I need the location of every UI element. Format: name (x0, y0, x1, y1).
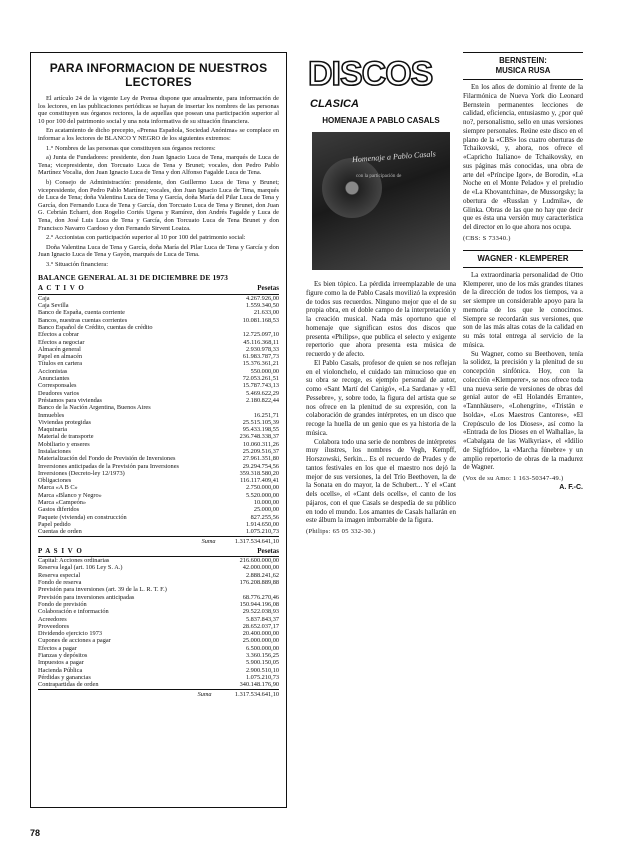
page-number: 78 (30, 828, 41, 838)
activo-item-label: Gastos diferidos (38, 506, 80, 514)
activo-row (38, 302, 279, 309)
pasivo-item-value: 42.000.000,00 (242, 564, 279, 572)
activo-row (38, 470, 279, 477)
activo-item-label: Efectos a negociar (38, 338, 85, 346)
activo-total-value: 1.317.534.641,10 (222, 536, 279, 545)
pasivo-table (38, 548, 279, 698)
activo-row (38, 360, 279, 367)
pasivo-item-label: Pérdidas y ganancias (38, 673, 91, 681)
activo-item-value: 550.000,00 (250, 367, 279, 375)
activo-item-value: 1.914.650,00 (245, 520, 279, 528)
pasivo-item-label: Previsión para inversiones (art. 39 de la L. R. T. F.) (38, 586, 167, 594)
pasivo-item-label: Reserva legal (art. 106 Ley S. A.) (38, 564, 123, 572)
activo-item-value: 236.748.338,37 (239, 433, 279, 441)
pasivo-row (38, 616, 279, 623)
activo-row (38, 455, 279, 462)
activo-item-label: Instalaciones (38, 448, 71, 455)
pasivo-item-label: Proveedores (38, 622, 70, 630)
activo-item-label: Inversiones anticipadas de la Previsión para Inversiones (38, 462, 179, 470)
bernstein-reference: (CBS: S 73340.) (463, 234, 511, 242)
activo-item-value: 10.000,00 (253, 499, 279, 507)
pasivo-item-label: Colaboración e información (38, 608, 109, 616)
pasivo-item-label: Efectos a pagar (38, 644, 77, 652)
pasivo-item-label: Fondo de previsión (38, 600, 87, 608)
activo-item-value: 5.520.000,00 (245, 491, 279, 499)
pasivo-item-value: 5.900.150,05 (245, 659, 279, 667)
activo-item-label: Caja Sevilla (38, 302, 69, 310)
activo-item-value: 10.081.168,53 (242, 316, 279, 324)
activo-item-label: Papel pedido (38, 520, 71, 528)
pasivo-row (38, 674, 279, 681)
activo-item-value: 116.117.409,41 (240, 477, 279, 485)
activo-item-label: Corresponsales (38, 382, 77, 390)
activo-item-value: 25.209.516,37 (242, 448, 279, 455)
activo-item-value: 4.267.926,00 (245, 294, 279, 302)
activo-row (38, 346, 279, 353)
activo-item-value (222, 324, 279, 331)
pasivo-item-label: Fondo de reserva (38, 579, 82, 587)
pasivo-item-label: Reserva especial (38, 571, 81, 579)
activo-row (38, 492, 279, 499)
category-label: CLASICA (310, 98, 359, 110)
pasivo-item-label: Cupones de acciones a pagar (38, 637, 111, 645)
pasivo-item-value: 2.888.241,62 (245, 571, 279, 579)
activo-item-label: Maquinaria (38, 426, 68, 434)
pasivo-item-label: Capital: Acciones ordinarias (38, 557, 110, 565)
activo-item-value: 95.433.198,55 (242, 426, 279, 434)
activo-row (38, 499, 279, 506)
activo-row (38, 339, 279, 346)
pasivo-row (38, 659, 279, 666)
pasivo-item-label: Hacienda Pública (38, 666, 83, 674)
bernstein-heading-line1: BERNSTEIN: (499, 56, 547, 65)
activo-item-label: Accionistas (38, 367, 68, 375)
currency-label: Pesetas (218, 548, 279, 557)
activo-item-value: 1.559.340,50 (245, 302, 279, 310)
activo-item-label: Anunciantes (38, 375, 70, 383)
pasivo-item-label: Contrapartidas de orden (38, 681, 99, 689)
activo-item-value: 15.787.743,13 (242, 382, 279, 390)
article-paragraph: El Pablo Casals, profesor de quien se nos reflejan en el violonchelo, el cuidado tan minucioso que en su obra se recoge, es ejemplo personal de autor, como «Sant Martí del Canigó», «La Sardana» y «El Pessebre», y, sobre todo, la figura del artista que se nos ofrece en la plenitud de su expresión, con la colaboración de grandes intérpretes, en un disco que recoge la huella de un genio que es ya historia de la música. (306, 358, 456, 437)
activo-row (38, 484, 279, 491)
article-paragraph: Es bien tópico. La pérdida irreemplazable de una figure como la de Pablo Casals movilizó la expresión de todos sus recuerdos. Ninguno mejor que el de su propia obra, en el doble campo de la interpretación y la creación musical. Nada más oportuno que el homenaje que significan estos dos discos que presenta «Philips», que publica el selecto y exigente repertorio que ahora presenta esta música de recuerdo y de afecto. (306, 280, 456, 358)
pasivo-item-value: 29.522.038,93 (242, 608, 279, 616)
author-signature: A. F.-C. (559, 484, 583, 491)
album-cover-subtitle: con la participación de (356, 174, 402, 179)
activo-item-label: Banco Español de Crédito, cuentas de crédito (38, 323, 153, 331)
pasivo-total-label: Suma (38, 689, 218, 698)
activo-row (38, 477, 279, 484)
activo-item-value: 29.294.754,56 (242, 462, 279, 470)
activo-item-label: Marca «Blanco y Negro» (38, 491, 102, 499)
pasivo-item-value: 176.208.889,88 (239, 579, 279, 587)
activo-row (38, 506, 279, 513)
pasivo-item-value: 340.148.176,90 (239, 681, 279, 689)
activo-row (38, 463, 279, 470)
activo-item-value: 72.053.261,51 (242, 375, 279, 383)
pasivo-item-label: Dividendo ejercicio 1973 (38, 630, 102, 638)
activo-item-label: Bancos, nuestras cuentas corrientes (38, 316, 128, 324)
activo-item-label: Marca «Campeón» (38, 499, 87, 507)
activo-item-value: 2.180.822,44 (245, 396, 279, 404)
activo-item-value: 45.116.368,11 (243, 338, 279, 346)
bernstein-heading-line2: MUSICA RUSA (495, 66, 551, 75)
pasivo-item-value: 150.944.196,08 (239, 600, 279, 608)
pasivo-total-value: 1.317.534.641,10 (218, 689, 279, 698)
activo-item-label: Papel en almacén (38, 353, 83, 361)
discos-logo (306, 52, 433, 93)
activo-row (38, 404, 279, 411)
activo-total-label: Suma (38, 536, 222, 545)
currency-label: Pesetas (222, 285, 279, 294)
activo-label: A C T I V O (38, 285, 222, 294)
activo-item-label: Materialización del Fondo de Previsión de Inversiones (38, 455, 176, 463)
activo-row (38, 448, 279, 455)
intro-paragraph: El artículo 24 de la vigente Ley de Prensa dispone que anualmente, para información de los lectores, en las publicaciones periódicas se hayan de insertar los nombres de las personas que constituyen sus órganos rectores, la de aquellas que posean una participación superior al 10 por 100 del patrimonio social y una nota informativa de su situación financiera. (38, 95, 279, 125)
album-cover-caption: Homenaje a Pablo Casals (351, 149, 437, 165)
pasivo-row (38, 586, 279, 593)
activo-row (38, 528, 279, 536)
activo-item-label: Paquete (vivienda) en construcción (38, 513, 127, 521)
pasivo-item-value: 25.000.000,00 (242, 637, 279, 645)
activo-item-value: 10.060.311,26 (243, 440, 279, 448)
activo-row (38, 375, 279, 382)
activo-row (38, 441, 279, 448)
pasivo-row (38, 608, 279, 615)
item-a-paragraph: a) Junta de Fundadores: presidente, don Juan Ignacio Luca de Tena, marqués de Luca de Tena; vicepresidente, don Torcuato Luca de Tena y Brunet; vocales, don Pedro Pablo Martínez Vocalia, don Juan Ignacio Luca de Tena y don Alfonso Fagalde Luca de Tena. (38, 154, 279, 177)
activo-row (38, 294, 279, 302)
activo-row (38, 324, 279, 331)
album-cover-photo (312, 132, 450, 270)
pasivo-item-label: Fianzas y depósitos (38, 652, 88, 660)
pasivo-row (38, 579, 279, 586)
pasivo-row (38, 630, 279, 637)
activo-item-value: 827.255,56 (250, 513, 279, 521)
activo-row (38, 368, 279, 375)
bernstein-heading (463, 56, 583, 76)
activo-item-value: 12.725.097,10 (242, 331, 279, 339)
activo-row (38, 397, 279, 404)
pasivo-item-value: 216.600.000,00 (239, 557, 279, 565)
pasivo-item-value: 3.360.156,25 (245, 652, 279, 660)
reviews-column (463, 52, 583, 491)
pasivo-row (38, 623, 279, 630)
item-b-paragraph: b) Consejo de Administración: presidente, don Guillermo Luca de Tena y Brunet; vicepresidente, don Pedro Pablo Martínez; vocales, don Juan Ignacio Luca de Tena, marqués de Luca de Tena; doña Valentina Luca de Tena y García, doña María del Pilar Luca de Tena y García, don Fernando Luca de Tena y García, don Torcuato Luca de Tena y Brunet, don Juan G. Cebrián Echarri, don Rogelio Cortés Ugena y Ramírez, don Andrés Fagalde y Luca de Tena, don José Luis Luca de Tena y García, don Torcuato Luca de Tena Brunet y don Francisco Navarro Cardoso y don Fernando Sirvent Loaiza. (38, 178, 279, 232)
activo-item-label: Inmuebles (38, 411, 65, 419)
activo-row (38, 382, 279, 389)
pasivo-row (38, 645, 279, 652)
activo-table (38, 285, 279, 544)
activo-row (38, 331, 279, 338)
activo-item-value: 5.469.622,29 (245, 389, 279, 397)
pasivo-row (38, 652, 279, 659)
item3-paragraph: 3.° Situación financiera: (46, 260, 109, 268)
reader-info-box (30, 52, 287, 808)
activo-row (38, 433, 279, 440)
activo-item-value: 15.376.361,21 (242, 360, 279, 368)
activo-item-label: Mobiliario y enseres (38, 440, 90, 448)
balance-title: BALANCE GENERAL AL 31 DE DICIEMBRE DE 1973 (38, 273, 229, 283)
activo-row (38, 412, 279, 419)
pasivo-item-label: Previsión para inversiones anticipadas (38, 593, 135, 601)
record-disc-icon (322, 158, 382, 218)
activo-row (38, 514, 279, 521)
reader-info-body (38, 95, 279, 268)
activo-item-value: 2.930.978,33 (245, 345, 279, 353)
pasivo-row (38, 681, 279, 689)
pasivo-item-value: 28.652.037,17 (242, 622, 279, 630)
discos-logo-text: DISCOS (308, 55, 433, 93)
article-heading: HOMENAJE A PABLO CASALS (322, 116, 440, 125)
activo-item-label: Almacén general (38, 345, 81, 353)
bernstein-paragraph: En los años de dominio al frente de la Filarmónica de Nueva York dio Leonard Bernstein permanentes lecciones de calidad, eficiencia, entusiasmo y, ¿por qué no?, personalismo, sello en unas versiones siempre personales. Reúne este disco en el plano de la «CBS» los cuatro oberturas de Tchaikovski, y, ahora, nos ofrece el «Capricho Italiano» de Tchaikovsky, en sus páginas más conocidas, una obra de arte del «Príncipe Igor», de Borodin, «La Noche en el Monte Pelado» y el preludio de «La Khovantchina», de Mussorgsky; la obertura de «Russlan y Ludmila», de Glinka. Obras de las que no hay que decir que es ésta una versión muy característica del director en lo que ahora nos ocupa. (463, 83, 583, 231)
pasivo-item-value: 6.500.000,00 (245, 644, 279, 652)
pasivo-row (38, 667, 279, 674)
activo-row (38, 419, 279, 426)
record-reference: (Philips: 65 05 332-30.) (306, 528, 376, 535)
activo-item-value: 2.750.000,00 (245, 484, 279, 492)
item2-names-paragraph: Doña Valentina Luca de Tena y García, doña María del Pilar Luca de Tena y García y don Juan Ignacio Luca de Tena y Gayón, marqués de Luca de Tena. (38, 243, 279, 259)
pasivo-row (38, 637, 279, 644)
pasivo-item-value: 68.776.270,46 (242, 593, 279, 601)
article-paragraph: Colabora todo una serie de nombres de intérpretes muy ilustres, los nombres de Vegh, Kempff, Horszowski, Serkin... Es el recuerdo de Prades y de tantos festivales en los que el maestro nos dejó la mejor de sus versiones, la del Trío Beethoven, la de la Sonata en do mayor, la de Schubert... Y el «Cant dels ocells», el «Cant dels ocells», el canto de los pájaros, con el que Casals se despedía de su público en todo el mundo. Los amantes de Casals hallarán en este álbum la imagen imborrable de la figura. (306, 437, 456, 525)
activo-item-value: 16.251,71 (253, 411, 279, 419)
activo-item-label: Banco de la Nación Argentina, Buenos Aires (38, 404, 151, 412)
activo-row (38, 521, 279, 528)
activo-item-label: Préstamos para viviendas (38, 396, 103, 404)
discos-column (306, 52, 456, 535)
item1-paragraph: 1.° Nombres de las personas que constituyen sus órganos rectores: (46, 144, 216, 152)
wagner-heading: WAGNER · KLEMPERER (477, 253, 569, 263)
activo-row (38, 309, 279, 316)
pasivo-total-row (38, 689, 279, 698)
activo-item-label: Material de transporte (38, 433, 94, 441)
activo-item-label: Obligaciones (38, 477, 72, 485)
activo-header (38, 285, 279, 294)
pasivo-row (38, 594, 279, 601)
activo-item-label: Caja (38, 294, 50, 302)
pasivo-item-value: 2.900.510,10 (245, 666, 279, 674)
pasivo-item-value (218, 586, 279, 593)
activo-item-value: 1.075.210,73 (245, 528, 279, 536)
activo-item-value: 25.000,00 (253, 506, 279, 514)
activo-item-label: Títulos en cartera (38, 360, 83, 368)
pasivo-item-value: 5.837.843,37 (245, 615, 279, 623)
activo-total-row (38, 536, 279, 545)
activo-item-label: Deudores varios (38, 389, 80, 397)
wagner-paragraph: Su Wagner, como su Beethoven, tenía la solidez, la precisión y la plenitud de su concepción sinfónica. Hoy, con la colección «Klemperer», se nos ofrece toda una nueva serie de versiones de obras del genial autor de «El Holandés Errante», «Tannhäuser», «Lohengrin», «Tristán e Isolda», «Los Maestros Cantores», «El Crepúsculo de los Dioses», así como la «Entrada de los Dioses en el Walhalla», la «Cabalgata de las Walkyrias», el «Idilio de Sigfrido», la «Marcha fúnebre» y un amplio repertorio de obras de la madurez de Wagner. (463, 349, 583, 472)
wagner-paragraph: La extraordinaria personalidad de Otto Klemperer, uno de los más grandes titanes de la dirección de todos los tiempos, va a ser siempre un considerable apoyo para la memoria de los que le conocimos. Siempre se recordarán sus versiones, que son de las más altas cotas de la calidad en su más total entrega al servicio de la música. (463, 270, 583, 349)
activo-item-value: 359.318.580,20 (239, 469, 279, 477)
pasivo-header (38, 548, 279, 557)
activo-row (38, 317, 279, 324)
pasivo-item-value: 1.075.210,73 (245, 673, 279, 681)
compliance-paragraph: En acatamiento de dicho precepto, «Prensa Española, Sociedad Anónima» se complace en informar a los lectores de BLANCO Y NEGRO de los siguientes extremos: (38, 127, 279, 142)
activo-item-label: Cuentas de orden (38, 528, 82, 536)
activo-item-label: Efectos a cobrar (38, 331, 79, 339)
pasivo-item-label: Impuestos a pagar (38, 659, 84, 667)
activo-item-value (222, 404, 279, 411)
item2-paragraph: 2.° Accionistas con participación superior al 10 por 100 del patrimonio social: (46, 234, 246, 242)
wagner-reference: (Vox de su Amo: 1 163-50347-49.) (463, 475, 564, 482)
activo-row (38, 390, 279, 397)
pasivo-label: P A S I V O (38, 548, 218, 557)
activo-item-label: Inversiones (Decreto-ley 12/1973) (38, 469, 125, 477)
activo-item-value: 27.961.351,80 (242, 455, 279, 463)
pasivo-item-label: Acreedores (38, 615, 67, 623)
activo-item-label: Marca «A B C» (38, 484, 78, 492)
activo-item-value: 25.515.105,39 (242, 418, 279, 426)
activo-item-label: Viviendas protegidas (38, 418, 91, 426)
activo-item-value: 21.633,00 (253, 309, 279, 317)
pasivo-item-value: 20.400.000,00 (242, 630, 279, 638)
pasivo-row (38, 601, 279, 608)
pasivo-row (38, 572, 279, 579)
reader-info-title: PARA INFORMACION DE NUESTROS LECTORES (49, 61, 268, 89)
pasivo-row (38, 564, 279, 571)
discos-article-body (306, 280, 456, 525)
activo-item-value: 61.983.787,73 (242, 353, 279, 361)
activo-row (38, 426, 279, 433)
activo-item-label: Banco de España, cuenta corriente (38, 309, 125, 317)
pasivo-row (38, 557, 279, 565)
activo-row (38, 353, 279, 360)
